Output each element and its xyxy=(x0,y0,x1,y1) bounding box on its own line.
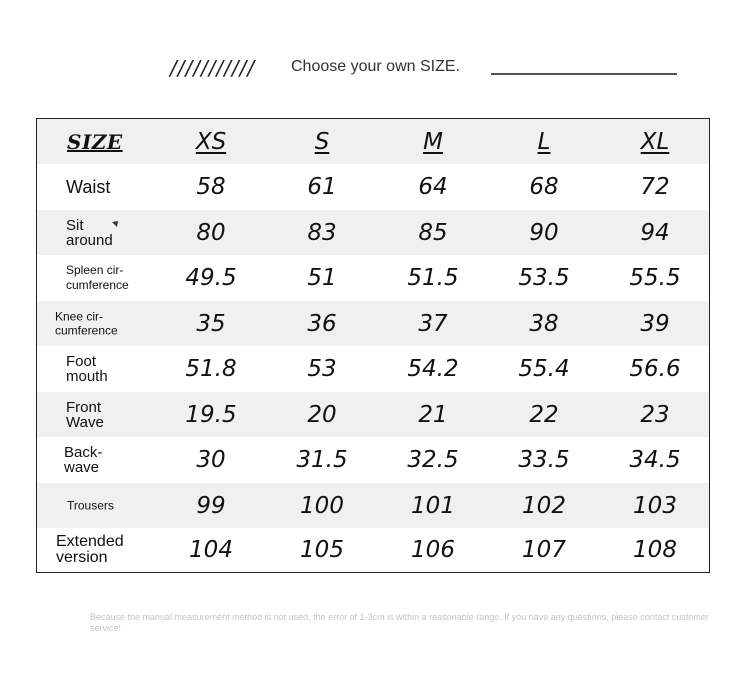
table-cell: 21 xyxy=(418,401,448,428)
size-xl-header: XL xyxy=(640,128,670,155)
table-cell: 55.4 xyxy=(518,356,570,382)
table-cell: 54.2 xyxy=(407,356,459,382)
table-cell: 68 xyxy=(529,174,559,200)
table-cell: 53 xyxy=(307,356,337,382)
table-cell: 34.5 xyxy=(629,447,681,473)
table-row xyxy=(37,528,709,572)
table-row xyxy=(37,483,709,528)
table-cell: 30 xyxy=(196,447,226,473)
table-cell: 83 xyxy=(307,219,337,246)
table-cell: 64 xyxy=(418,174,448,200)
table-cell: 102 xyxy=(522,492,566,519)
table-cell: 99 xyxy=(196,492,226,519)
table-cell: 100 xyxy=(300,492,344,519)
row-label: Extended version xyxy=(56,533,124,566)
table-row xyxy=(37,392,709,437)
table-cell: 94 xyxy=(640,219,670,246)
table-cell: 101 xyxy=(411,492,455,519)
table-cell: 85 xyxy=(418,219,448,246)
decorative-slashes: /////////// xyxy=(170,56,256,80)
row-label: Spleen cir- cumference xyxy=(66,263,129,292)
table-cell: 37 xyxy=(418,310,448,337)
table-cell: 20 xyxy=(307,401,337,428)
table-row xyxy=(37,255,709,301)
table-cell: 51.5 xyxy=(407,265,459,291)
table-row xyxy=(37,164,709,210)
table-row xyxy=(37,437,709,483)
row-label: Foot mouth xyxy=(66,353,108,385)
table-cell: 36 xyxy=(307,310,337,337)
table-cell: 51 xyxy=(307,265,337,291)
size-heading: SIZE xyxy=(67,129,123,154)
table-cell: 49.5 xyxy=(185,265,237,291)
size-s-header: S xyxy=(314,128,330,155)
row-label: Waist xyxy=(66,177,111,197)
table-cell: 72 xyxy=(640,174,670,200)
size-l-header: L xyxy=(537,128,551,155)
header xyxy=(0,52,750,86)
row-label: Trousers xyxy=(67,498,114,512)
table-cell: 106 xyxy=(411,537,455,563)
table-cell: 39 xyxy=(640,310,670,337)
table-cell: 22 xyxy=(529,401,559,428)
title-rule xyxy=(491,73,677,75)
size-chart-table xyxy=(36,118,710,573)
table-row xyxy=(37,346,709,392)
table-cell: 80 xyxy=(196,219,226,246)
row-label: Back- wave xyxy=(64,444,103,476)
page-title: Choose your own SIZE. xyxy=(291,58,460,75)
table-row xyxy=(37,301,709,346)
table-cell: 51.8 xyxy=(185,356,237,382)
table-cell: 90 xyxy=(529,219,559,246)
table-cell: 23 xyxy=(640,401,670,428)
table-header-row xyxy=(37,119,709,164)
table-cell: 61 xyxy=(307,174,337,200)
table-cell: 55.5 xyxy=(629,265,681,291)
table-cell: 105 xyxy=(300,537,344,563)
table-cell: 32.5 xyxy=(407,447,459,473)
size-xs-header: XS xyxy=(195,128,227,155)
row-label: Front Wave xyxy=(66,398,104,431)
footnote: Because the manual measurement method is not used, the error of 1-3cm is within a reasonable range. If you have any questions, please contact customer service! xyxy=(90,612,709,633)
table-cell: 107 xyxy=(522,537,566,563)
table-cell: 53.5 xyxy=(518,265,570,291)
table-cell: 33.5 xyxy=(518,447,570,473)
row-label: Sit around xyxy=(66,216,113,249)
table-cell: 108 xyxy=(633,537,677,563)
row-label: Knee cir- cumference xyxy=(55,309,118,338)
table-cell: 38 xyxy=(529,310,559,337)
cursor-mark-icon xyxy=(110,220,120,230)
table-cell: 35 xyxy=(196,310,226,337)
table-cell: 58 xyxy=(196,174,226,200)
table-row xyxy=(37,210,709,255)
table-cell: 56.6 xyxy=(629,356,681,382)
table-cell: 103 xyxy=(633,492,677,519)
table-cell: 31.5 xyxy=(296,447,348,473)
table-cell: 19.5 xyxy=(185,401,237,428)
size-m-header: M xyxy=(423,128,443,155)
table-cell: 104 xyxy=(189,537,233,563)
